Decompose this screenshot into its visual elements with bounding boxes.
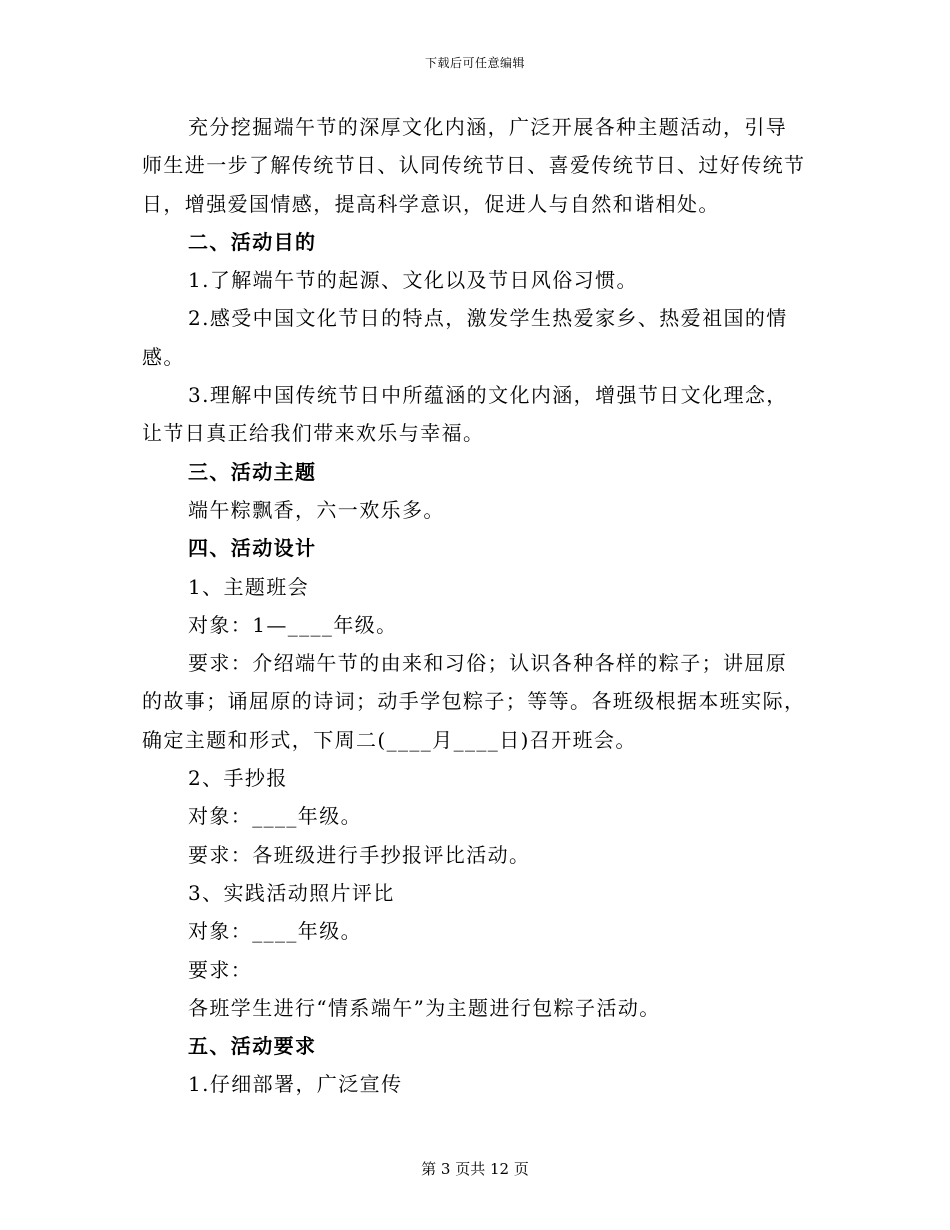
design-item-3-target: 对象：____年级。: [188, 919, 362, 944]
design-item-2-target: 对象：____年级。: [188, 804, 362, 829]
section-heading-requirements: 五、活动要求: [188, 1034, 317, 1059]
design-item-1-title: 1、主题班会: [188, 574, 310, 599]
purpose-item-2: 2.感受中国文化节日的特点，激发学生热爱家乡、热爱祖国的情感。: [142, 306, 788, 369]
page-header: 下载后可任意编辑: [424, 56, 525, 70]
purpose-item-3: 3.理解中国传统节日中所蕴涵的文化内涵，增强节日文化理念，让节日真正给我们带来欢乐与幸福。: [142, 383, 788, 446]
design-item-1-requirement: 要求：介绍端午节的由来和习俗；认识各种各样的粽子；讲屈原的故事；诵屈原的诗词；动手学包粽子；等等。各班级根据本班实际，确定主题和形式，下周二(____月____日)召开班会。: [142, 651, 806, 752]
section-heading-purpose: 二、活动目的: [188, 229, 317, 254]
design-item-2-title: 2、手抄报: [188, 766, 288, 791]
page-footer: 第 3 页共 12 页: [421, 1160, 529, 1178]
purpose-item-1: 1.了解端午节的起源、文化以及节日风俗习惯。: [188, 268, 638, 293]
requirements-item-1: 1.仔细部署，广泛宣传: [188, 1072, 403, 1097]
intro-paragraph: 充分挖掘端午节的深厚文化内涵，广泛开展各种主题活动，引导师生进一步了解传统节日、认同传统节日、喜爱传统节日、过好传统节日，增强爱国情感，提高科学意识，促进人与自然和谐相处。: [142, 115, 806, 216]
section-heading-theme: 三、活动主题: [188, 459, 317, 484]
design-item-3-requirement-label: 要求：: [188, 957, 253, 982]
theme-text: 端午粽飘香，六一欢乐多。: [188, 497, 445, 522]
design-item-3-requirement-text: 各班学生进行“情系端午”为主题进行包粽子活动。: [188, 995, 661, 1020]
design-item-1-target: 对象：1—____年级。: [188, 612, 398, 637]
design-item-2-requirement: 要求：各班级进行手抄报评比活动。: [188, 842, 531, 867]
section-heading-design: 四、活动设计: [188, 536, 317, 561]
design-item-3-title: 3、实践活动照片评比: [188, 880, 395, 905]
document-body: [142, 108, 808, 1104]
